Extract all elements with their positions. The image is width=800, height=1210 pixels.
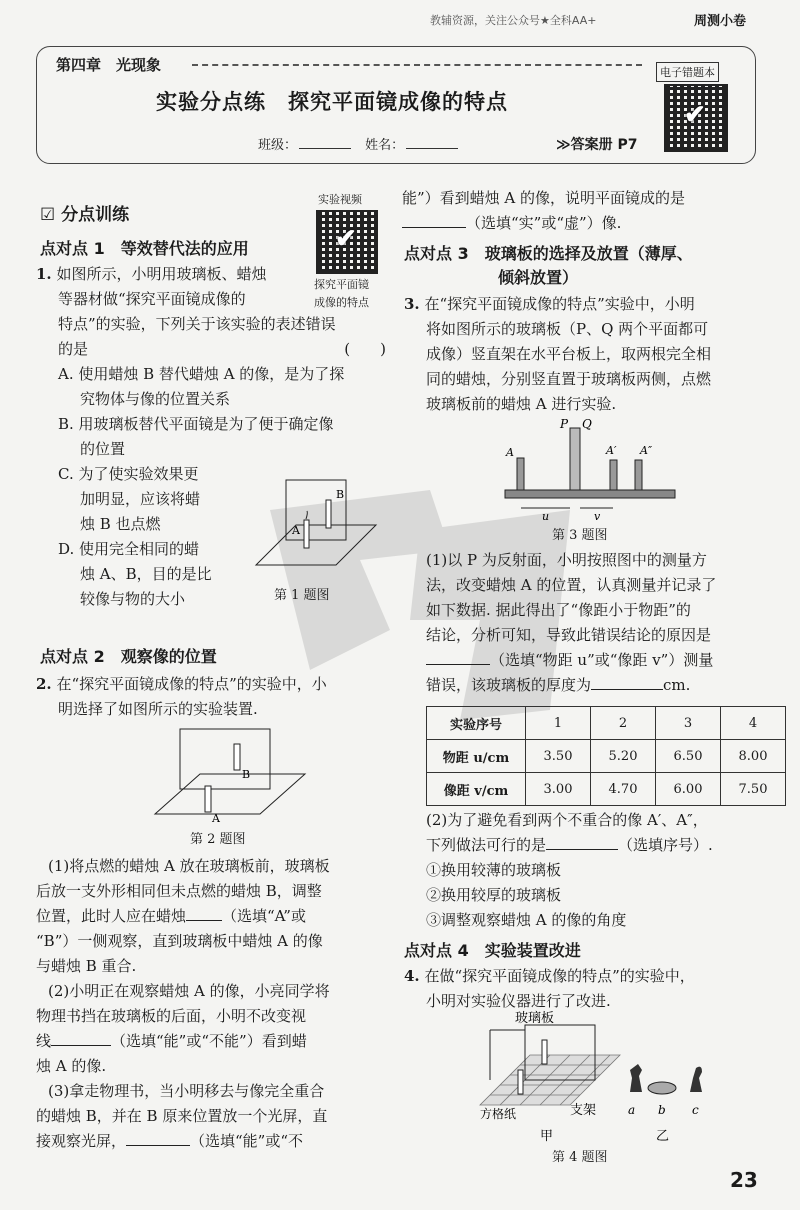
svg-text:Q: Q: [582, 418, 592, 431]
blank-2-1[interactable]: [186, 920, 222, 921]
option-1[interactable]: ①换用较薄的玻璃板: [426, 861, 562, 879]
answer-reference: ≫答案册 P7: [556, 137, 638, 153]
table-row: [427, 740, 786, 773]
blank-3-2[interactable]: [591, 689, 663, 690]
table-cell: 2: [591, 707, 656, 740]
fig2-caption: 第 2 题图: [190, 832, 246, 847]
question-3-part2: (2)为了避免看到两个不重合的像 A′、A″， 下列做法可行的是 （选填序号）. ①换用较薄的玻璃板 ②换用较厚的玻璃板 ③调整观察蜡烛 A 的像的角度: [404, 808, 766, 933]
question-2-parts: (1)将点燃的蜡烛 A 放在玻璃板前，玻璃板 后放一支外形相同但未点燃的蜡烛 B，调整 位置，此时人应在蜡烛 （选填“A”或 “B”）一侧观察，直到玻璃板中蜡烛 A 的像 与蜡烛 B 重合. (2)小明正在观察蜡烛 A 的像，小亮同学将 物理书挡在玻璃板的后面，小明不改变视 线 （选填“能”或“不能”）看到蜡 烛 A 的像. (3)拿走物理书，当小明移去与像完全重合 的蜡烛 B，并在 B 原来位置放一个光屏，直 接观察光屏， （选填“能”或“不: [36, 857, 330, 1150]
fig4-caption: 第 4 题图: [552, 1150, 608, 1165]
table-cell: 实验序号: [427, 707, 526, 740]
svg-text:B: B: [336, 488, 345, 501]
svg-text:u: u: [542, 510, 550, 522]
name-label: 姓名：: [365, 138, 405, 153]
series-label: 周测小卷: [694, 14, 747, 29]
table-cell: 6.50: [656, 740, 721, 773]
checkbox-icon: ☑: [40, 205, 56, 225]
video-caption-2: 成像的特点: [314, 296, 369, 309]
question-3: 3. 在“探究平面镜成像的特点”实验中，小明 将如图所示的玻璃板（P、Q 两个平面都可 成像）竖直架在水平台板上，取两根完全相 同的蜡烛，分别竖直置于玻璃板两侧，点燃 玻璃板前的蜡烛 A 进行实验.: [404, 295, 712, 413]
fig2-diagram: [150, 724, 310, 824]
blank-3-1[interactable]: [426, 664, 490, 665]
svg-text:乙: 乙: [656, 1129, 670, 1144]
table-row: [427, 773, 786, 806]
table-cell: 4.70: [591, 773, 656, 806]
promo-text: 教辅资源，关注公众号★全科AA+: [430, 14, 597, 27]
table-cell: 8.00: [721, 740, 786, 773]
svg-text:A: A: [212, 812, 220, 824]
fig3-diagram: [500, 418, 680, 522]
svg-text:A: A: [292, 524, 300, 537]
class-name-line: [258, 134, 468, 153]
class-blank[interactable]: [299, 148, 351, 149]
blank-3-3[interactable]: [546, 849, 618, 850]
table-cell: 1: [526, 707, 591, 740]
blank-2-2[interactable]: [51, 1045, 111, 1046]
page-title: 实验分点练 探究平面镜成像的特点: [156, 90, 508, 114]
option-2[interactable]: ②换用较厚的玻璃板: [426, 886, 562, 904]
svg-text:A: A: [506, 446, 514, 459]
qr-label: 电子错题本: [656, 62, 719, 82]
kp3-title: 点对点 3 玻璃板的选择及放置（薄厚、 倾斜放置）: [404, 244, 693, 287]
table-row: [427, 707, 786, 740]
svg-text:B: B: [242, 768, 251, 781]
chapter-label: 第四章 光现象: [50, 54, 167, 75]
video-caption-1: 探究平面镜: [314, 278, 369, 291]
data-table: [426, 706, 786, 806]
question-2: 2. 在“探究平面镜成像的特点”的实验中，小 明选择了如图所示的实验装置.: [36, 675, 327, 718]
svg-text:玻璃板: 玻璃板: [515, 1011, 555, 1026]
table-cell: 6.00: [656, 773, 721, 806]
option-3[interactable]: ③调整观察蜡烛 A 的像的角度: [426, 911, 627, 929]
video-label: 实验视频: [318, 193, 362, 206]
svg-text:a: a: [628, 1103, 636, 1117]
fig3-caption: 第 3 题图: [552, 528, 608, 543]
question-3-part1: (1)以 P 为反射面，小明按照图中的测量方 法，改变蜡烛 A 的位置，认真测量并记录了 如下数据. 据此得出了“像距小于物距”的 结论，分析可知，导致此错误结论的原因是 （选填“物距 u”或“像距 v”）测量 错误，该玻璃板的厚度为 cm.: [426, 551, 717, 694]
option-d[interactable]: D. 使用完全相同的蜡: [58, 540, 200, 558]
fig4-diagram: [470, 1010, 740, 1160]
check-icon: ✔: [684, 100, 706, 130]
blank-2-4[interactable]: [402, 227, 466, 228]
table-cell: 5.20: [591, 740, 656, 773]
blank-2-3[interactable]: [126, 1145, 190, 1146]
svg-text:A′: A′: [606, 444, 617, 457]
svg-text:甲: 甲: [540, 1129, 554, 1144]
fig1-caption: 第 1 题图: [274, 588, 330, 603]
kp1-title: 点对点 1 等效替代法的应用: [40, 239, 249, 258]
qr-code-icon[interactable]: [664, 84, 728, 152]
section-heading: ☑ 分点训练: [40, 205, 130, 225]
page-number: 23: [730, 1168, 758, 1192]
table-cell: 像距 v/cm: [427, 773, 526, 806]
svg-text:方格纸: 方格纸: [480, 1107, 517, 1121]
table-cell: 3.00: [526, 773, 591, 806]
option-b[interactable]: B. 用玻璃板替代平面镜是为了便于确定像: [58, 415, 334, 433]
table-cell: 3: [656, 707, 721, 740]
svg-text:c: c: [692, 1103, 699, 1117]
check-icon: ✔: [335, 224, 357, 254]
svg-text:b: b: [658, 1103, 666, 1117]
kp2-title: 点对点 2 观察像的位置: [40, 647, 217, 666]
svg-text:支架: 支架: [570, 1103, 597, 1118]
svg-text:A″: A″: [640, 444, 653, 457]
question-2-continued: 能”）看到蜡烛 A 的像，说明平面镜成的是 （选填“实”或“虚”）像.: [402, 189, 686, 232]
banner-divider: [192, 64, 642, 66]
table-cell: 4: [721, 707, 786, 740]
question-1: 1. 如图所示，小明用玻璃板、蜡烛 等器材做“探究平面镜成像的 特点”的实验，下列关于该实验的表述错误 的是 ( ) A. 使用蜡烛 B 替代蜡烛 A 的像，是为了探 究物体与像的位置关系 B. 用玻璃板替代平面镜是为了便于确定像 的位置 C. 为了使实验效果更 加明显，应该将蜡 烛 B 也点燃 D. 使用完全相同的蜡 烛 A、B，目的是比 较像与物的大小: [36, 262, 396, 612]
table-cell: 物距 u/cm: [427, 740, 526, 773]
option-c[interactable]: C. 为了使实验效果更: [58, 465, 199, 483]
class-label: 班级：: [258, 138, 298, 153]
svg-text:P: P: [560, 418, 569, 431]
kp4-title: 点对点 4 实验装置改进: [404, 941, 581, 960]
table-cell: 7.50: [721, 773, 786, 806]
question-4: 4. 在做“探究平面镜成像的特点”的实验中， 小明对实验仪器进行了改进.: [404, 967, 695, 1010]
name-blank[interactable]: [406, 148, 458, 149]
svg-text:v: v: [594, 510, 601, 522]
option-a[interactable]: A. 使用蜡烛 B 替代蜡烛 A 的像，是为了探: [58, 365, 345, 383]
table-cell: 3.50: [526, 740, 591, 773]
fig1-diagram: [246, 470, 386, 580]
